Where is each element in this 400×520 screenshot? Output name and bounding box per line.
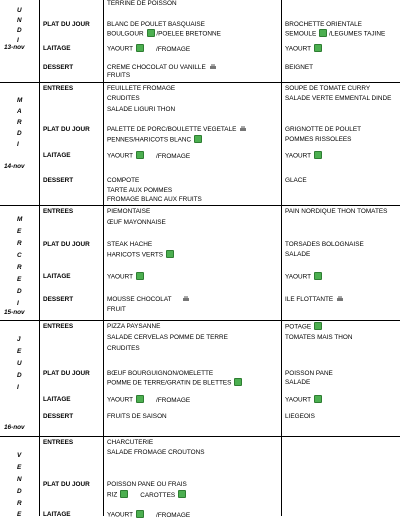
day-letter: N [17, 476, 22, 483]
day-letter: C [17, 252, 22, 259]
day-letter: E [17, 511, 22, 518]
dessert-item: BEIGNET [285, 64, 314, 71]
day-letter: J [17, 336, 21, 343]
green-leaf-icon [120, 490, 128, 498]
entree-item: PIZZA PAYSANNE [107, 323, 161, 330]
column-divider [103, 0, 104, 516]
entree-item: SALADE FROMAGE CROUTONS [107, 449, 205, 456]
green-leaf-icon [178, 490, 186, 498]
dessert-label: DESSERT [43, 413, 74, 420]
day-letter: M [17, 216, 23, 223]
laitage-item: YAOURT [285, 396, 322, 405]
cake-icon [182, 295, 190, 301]
dessert-label: DESSERT [43, 296, 74, 303]
column-divider [281, 0, 282, 516]
column-divider [39, 0, 40, 516]
day-separator [0, 82, 400, 83]
entree-item: TERRINE DE POISSON [107, 0, 177, 7]
dessert-item: FRUIT [107, 306, 126, 313]
dessert-label: DESSERT [43, 177, 74, 184]
cake-icon [336, 295, 344, 301]
laitage-item: YAOURT /FROMAGE [107, 511, 191, 519]
day-date: 16-nov [4, 424, 25, 431]
entree-item: CRUDITES [107, 345, 140, 352]
plat-item: PENNES/HARICOTS BLANC [107, 136, 202, 145]
day-letter: I [17, 384, 19, 391]
entrees-label: ENTREES [43, 439, 74, 446]
plat-item: STEAK HACHE [107, 241, 153, 248]
dessert-label: DESSERT [43, 64, 74, 71]
plat-item: HARICOTS VERTS [107, 251, 174, 260]
day-letter: N [17, 17, 22, 24]
entree-item: PAIN NORDIQUE THON TOMATES [285, 208, 388, 215]
plat-label: PLAT DU JOUR [43, 370, 90, 377]
day-letter: E [17, 276, 22, 283]
entree-item: SALADE LIGURI THON [107, 106, 176, 113]
green-leaf-icon [314, 322, 322, 330]
entree-item: ŒUF MAYONNAISE [107, 219, 166, 226]
laitage-item: YAOURT [285, 152, 322, 161]
plat-item: POISSON PANE OU FRAIS [107, 481, 187, 488]
entree-item: TOMATES MAIS THON [285, 334, 353, 341]
day-date: 13-nov [4, 44, 25, 51]
plat-item: GRIGNOTTE DE POULET [285, 126, 361, 133]
laitage-label: LAITAGE [43, 273, 71, 280]
day-letter: R [17, 500, 22, 507]
plat-item: SALADE [285, 251, 311, 258]
plat-item: POMMES RISSOLEES [285, 136, 352, 143]
green-leaf-icon [314, 44, 322, 52]
day-letter: U [17, 360, 22, 367]
plat-item: BROCHETTE ORIENTALE [285, 21, 362, 28]
dessert-item: CREME CHOCOLAT OU VANILLE [107, 64, 217, 72]
plat-item: POISSON PANE [285, 370, 333, 377]
dessert-item: MOUSSE CHOCOLAT [107, 296, 190, 304]
entree-item: CRUDITES [107, 95, 140, 102]
plat-label: PLAT DU JOUR [43, 21, 90, 28]
plat-item: BŒUF BOURGUIGNON/OMELETTE [107, 370, 214, 377]
green-leaf-icon [314, 151, 322, 159]
day-letter: D [17, 27, 22, 34]
green-leaf-icon [147, 29, 155, 37]
day-letter: I [17, 141, 19, 148]
entree-item: CHARCUTERIE [107, 439, 154, 446]
day-letter: A [17, 108, 22, 115]
day-letter: M [17, 97, 23, 104]
green-leaf-icon [136, 44, 144, 52]
green-leaf-icon [136, 151, 144, 159]
dessert-item: ILE FLOTTANTE [285, 296, 344, 304]
green-leaf-icon [319, 29, 327, 37]
day-letter: E [17, 348, 22, 355]
plat-item: BLANC DE POULET BASQUAISE [107, 21, 205, 28]
green-leaf-icon [314, 272, 322, 280]
plat-label: PLAT DU JOUR [43, 241, 90, 248]
laitage-item: YAOURT [107, 273, 144, 282]
green-leaf-icon [136, 510, 144, 518]
day-letter: D [17, 372, 22, 379]
entree-item: SALADE CERVELAS POMME DE TERRE [107, 334, 228, 341]
dessert-item: GLACE [285, 177, 307, 184]
entree-item: SOUPE DE TOMATE CURRY [285, 85, 371, 92]
day-letter: I [17, 37, 19, 44]
cake-icon [209, 63, 217, 69]
day-letter: E [17, 464, 22, 471]
entree-item: FEUILLETE FROMAGE [107, 85, 176, 92]
dessert-item: LIEGEOIS [285, 413, 315, 420]
day-letter: U [17, 7, 22, 14]
day-letter: R [17, 240, 22, 247]
green-leaf-icon [234, 378, 242, 386]
day-separator [0, 320, 400, 321]
dessert-item: TARTE AUX POMMES [107, 187, 173, 194]
plat-item: RIZ CAROTTES [107, 491, 186, 500]
day-separator [0, 436, 400, 437]
cake-icon [239, 125, 247, 131]
dessert-item: FRUITS [107, 72, 131, 79]
laitage-label: LAITAGE [43, 511, 71, 518]
laitage-item: YAOURT [285, 45, 322, 54]
entree-item: SALADE VERTE EMMENTAL DINDE [285, 95, 392, 102]
green-leaf-icon [136, 395, 144, 403]
laitage-item: YAOURT /FROMAGE [107, 45, 191, 53]
green-leaf-icon [194, 135, 202, 143]
plat-item: SEMOULE /LEGUMES TAJINE [285, 30, 386, 38]
day-date: 15-nov [4, 309, 25, 316]
entree-item: PIEMONTAISE [107, 208, 151, 215]
entree-item: POTAGE [285, 323, 322, 332]
dessert-item: COMPOTE [107, 177, 140, 184]
plat-label: PLAT DU JOUR [43, 126, 90, 133]
green-leaf-icon [314, 395, 322, 403]
plat-item: PALETTE DE PORC/BOULETTE VEGETALE [107, 126, 247, 134]
day-date: 14-nov [4, 163, 25, 170]
green-leaf-icon [136, 272, 144, 280]
plat-item: BOULGOUR /POELEE BRETONNE [107, 30, 221, 38]
laitage-item: YAOURT /FROMAGE [107, 396, 191, 404]
day-separator [0, 205, 400, 206]
day-letter: E [17, 228, 22, 235]
day-letter: D [17, 288, 22, 295]
day-letter: I [17, 300, 19, 307]
day-letter: D [17, 130, 22, 137]
entrees-label: ENTREES [43, 208, 74, 215]
plat-item: TORSADES BOLOGNAISE [285, 241, 364, 248]
plat-item: POMME DE TERRE/GRATIN DE BLETTES [107, 379, 242, 388]
dessert-item: FRUITS DE SAISON [107, 413, 167, 420]
entrees-label: ENTREES [43, 85, 74, 92]
plat-item: SALADE [285, 379, 311, 386]
laitage-label: LAITAGE [43, 45, 71, 52]
plat-label: PLAT DU JOUR [43, 481, 90, 488]
laitage-item: YAOURT [285, 273, 322, 282]
laitage-label: LAITAGE [43, 152, 71, 159]
laitage-item: YAOURT /FROMAGE [107, 152, 191, 160]
day-letter: R [17, 119, 22, 126]
laitage-label: LAITAGE [43, 396, 71, 403]
green-leaf-icon [166, 250, 174, 258]
day-letter: V [17, 452, 22, 459]
day-letter: R [17, 264, 22, 271]
dessert-item: FROMAGE BLANC AUX FRUITS [107, 196, 202, 203]
day-letter: D [17, 488, 22, 495]
entrees-label: ENTREES [43, 323, 74, 330]
